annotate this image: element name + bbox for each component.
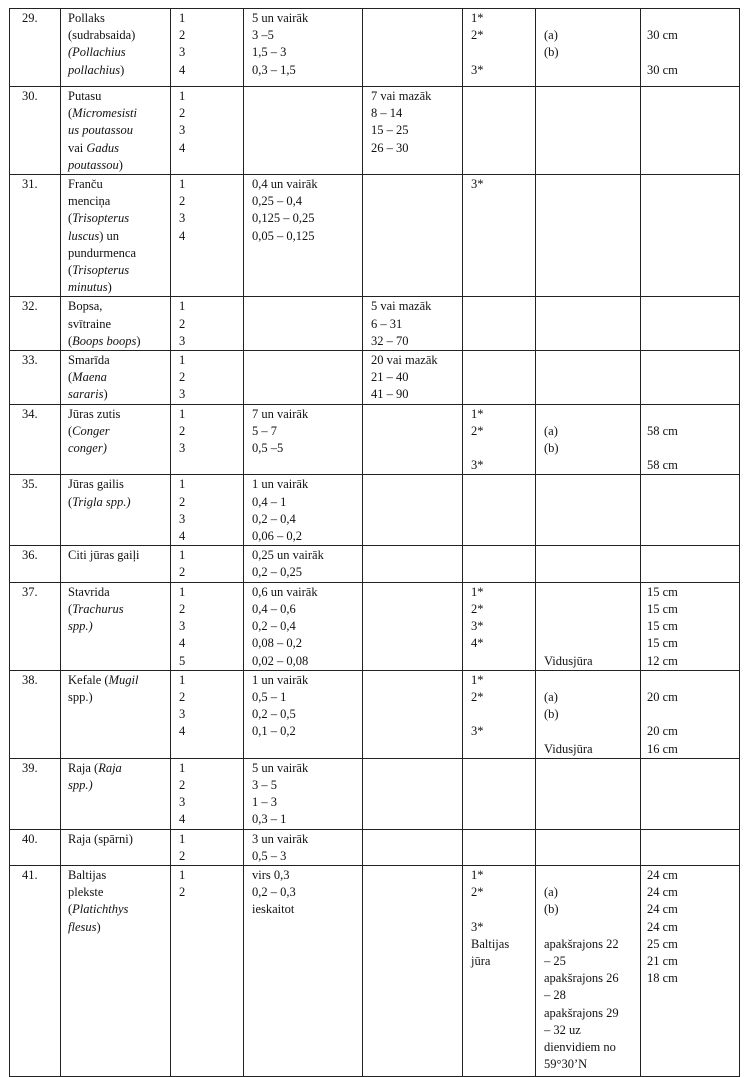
area-note-cell: Vidusjūra (536, 582, 641, 670)
species-name-cell (61, 829, 171, 865)
minimum-size-cell (641, 546, 740, 582)
species-number-cell: 39. (10, 758, 61, 829)
species-number-cell: 38. (10, 670, 61, 758)
species-name-line (68, 760, 166, 777)
weight-range-cell (244, 351, 363, 405)
species-name-segment: plekste (68, 885, 104, 900)
species-name-line (68, 140, 166, 157)
table-row (10, 758, 740, 829)
species-name-line (68, 105, 166, 122)
species-name-line (68, 618, 166, 635)
species-name-line (68, 867, 166, 884)
freshness-category-cell (463, 475, 536, 546)
pieces-per-kg-cell: 7 vai mazāk 8 – 14 15 – 25 26 – 30 (363, 87, 463, 175)
minimum-size-cell (641, 475, 740, 546)
weight-range-cell: 7 un vairāk 5 – 7 0,5 –5 (244, 404, 363, 475)
pieces-per-kg-cell (363, 475, 463, 546)
pieces-per-kg-cell: 20 vai mazāk 21 – 40 41 – 90 (363, 351, 463, 405)
species-name-line (68, 884, 166, 901)
pieces-per-kg-cell: 5 vai mazāk 6 – 31 32 – 70 (363, 297, 463, 351)
species-name-line (68, 672, 166, 689)
species-name-segment: ( (68, 601, 73, 616)
species-name-segment: ) un (99, 228, 120, 243)
freshness-category-cell: 3* (463, 175, 536, 297)
freshness-category-cell (463, 87, 536, 175)
species-name-segment: luscus (68, 228, 100, 243)
species-name-segment: ) (103, 387, 108, 402)
species-name-segment: Trigla spp.) (72, 494, 131, 509)
species-name-line (68, 193, 166, 210)
table-row (10, 87, 740, 175)
species-name-segment: Gadus (86, 140, 120, 155)
species-name-segment: pundurmenca (68, 245, 137, 260)
species-name-segment: conger) (68, 441, 107, 456)
table-row (10, 829, 740, 865)
species-number-cell: 33. (10, 351, 61, 405)
species-name-segment: ( (68, 902, 73, 917)
species-name-segment: sararis (68, 387, 104, 402)
species-name-segment: ) (136, 333, 141, 348)
table-row (10, 175, 740, 297)
species-name-cell (61, 297, 171, 351)
table-row (10, 670, 740, 758)
species-name-line (68, 423, 166, 440)
species-name-segment: Raja ( (68, 760, 99, 775)
species-name-segment: menciņa (68, 194, 111, 209)
size-category-cell: 1 2 (171, 865, 244, 1076)
species-name-segment: Jūras zutis (68, 406, 121, 421)
species-name-line (68, 122, 166, 139)
pieces-per-kg-cell (363, 546, 463, 582)
species-number-cell: 35. (10, 475, 61, 546)
species-name-segment: Platichthys (72, 902, 129, 917)
minimum-size-cell: 24 cm 24 cm 24 cm 24 cm 25 cm 21 cm 18 cm (641, 865, 740, 1076)
species-name-line (68, 157, 166, 174)
species-name-line (68, 440, 166, 457)
species-name-cell (61, 865, 171, 1076)
species-name-segment: Mugil (108, 672, 139, 687)
freshness-category-cell (463, 758, 536, 829)
table-row (10, 546, 740, 582)
species-name-segment: Trachurus (72, 601, 124, 616)
weight-range-cell: 5 un vairāk 3 –5 1,5 – 3 0,3 – 1,5 (244, 9, 363, 87)
weight-range-cell: 1 un vairāk 0,4 – 1 0,2 – 0,4 0,06 – 0,2 (244, 475, 363, 546)
species-number-cell: 29. (10, 9, 61, 87)
species-name-segment: Bopsa, (68, 299, 103, 314)
species-name-segment: poutassou (68, 157, 119, 172)
species-name-line (68, 406, 166, 423)
species-name-cell (61, 175, 171, 297)
minimum-size-cell: 20 cm 20 cm 16 cm (641, 670, 740, 758)
table-row (10, 351, 740, 405)
species-number-cell: 31. (10, 175, 61, 297)
table-row (10, 865, 740, 1076)
species-name-segment: ( (68, 494, 73, 509)
species-name-segment: svītraine (68, 316, 112, 331)
species-name-segment: Baltijas (68, 867, 107, 882)
species-name-segment: vai (68, 140, 87, 155)
table-row (10, 404, 740, 475)
area-note-cell: (a) (b) Vidusjūra (536, 670, 641, 758)
freshness-category-cell: 1* 2* 3* (463, 670, 536, 758)
species-name-line (68, 10, 166, 27)
weight-range-cell: 0,25 un vairāk 0,2 – 0,25 (244, 546, 363, 582)
minimum-size-cell (641, 87, 740, 175)
species-name-segment: Conger (72, 423, 110, 438)
size-category-cell: 1 2 3 4 (171, 87, 244, 175)
weight-range-cell: virs 0,3 0,2 – 0,3 ieskaitot (244, 865, 363, 1076)
pieces-per-kg-cell (363, 582, 463, 670)
size-category-cell: 1 2 3 (171, 297, 244, 351)
species-name-segment: spp.) (68, 777, 93, 792)
freshness-category-cell (463, 829, 536, 865)
species-number-cell: 37. (10, 582, 61, 670)
species-name-cell (61, 351, 171, 405)
weight-range-cell: 1 un vairāk 0,5 – 1 0,2 – 0,5 0,1 – 0,2 (244, 670, 363, 758)
species-name-cell (61, 475, 171, 546)
minimum-size-cell (641, 829, 740, 865)
pieces-per-kg-cell (363, 175, 463, 297)
species-name-segment: Citi jūras gaiļi (68, 548, 140, 563)
species-name-line (68, 919, 166, 936)
species-name-segment: Franču (68, 177, 103, 192)
species-name-line (68, 831, 166, 848)
species-name-segment: pollachius (68, 62, 121, 77)
minimum-size-cell: 58 cm 58 cm (641, 404, 740, 475)
area-note-cell (536, 758, 641, 829)
area-note-cell (536, 175, 641, 297)
species-number-cell: 30. (10, 87, 61, 175)
species-name-segment: Stavrida (68, 584, 110, 599)
minimum-size-cell (641, 758, 740, 829)
species-name-line (68, 689, 166, 706)
species-name-segment: (sudrabsaida) (68, 28, 136, 43)
species-number-cell: 40. (10, 829, 61, 865)
size-category-cell: 1 2 3 4 (171, 9, 244, 87)
area-note-cell: (a) (b) (536, 404, 641, 475)
species-number-cell: 36. (10, 546, 61, 582)
pieces-per-kg-cell (363, 758, 463, 829)
species-name-segment: Boops boops (72, 333, 137, 348)
weight-range-cell (244, 297, 363, 351)
species-name-line (68, 44, 166, 61)
species-name-segment: flesus (68, 919, 97, 934)
species-name-segment: spp.) (68, 619, 93, 634)
size-category-cell: 1 2 3 (171, 404, 244, 475)
species-name-line (68, 176, 166, 193)
minimum-size-cell: 30 cm 30 cm (641, 9, 740, 87)
area-note-cell (536, 87, 641, 175)
species-name-line (68, 584, 166, 601)
size-category-cell: 1 2 (171, 829, 244, 865)
species-name-cell (61, 87, 171, 175)
species-name-line (68, 901, 166, 918)
species-name-segment: minutus (68, 280, 108, 295)
pieces-per-kg-cell (363, 829, 463, 865)
area-note-cell: (a) (b) apakšrajons 22 – 25 apakšrajons 26 – 28 apakšrajons 29 – 32 uz dienvidiem no 59°30’N (536, 865, 641, 1076)
species-name-line (68, 245, 166, 262)
table-row (10, 297, 740, 351)
species-name-segment: ( (68, 263, 73, 278)
species-name-segment: spp.) (68, 689, 93, 704)
species-name-segment: Smarīda (68, 353, 110, 368)
size-category-cell: 1 2 3 (171, 351, 244, 405)
species-name-line (68, 369, 166, 386)
species-name-cell (61, 546, 171, 582)
species-name-segment: Pollaks (68, 11, 105, 25)
species-name-line (68, 547, 166, 564)
table-row (10, 582, 740, 670)
species-name-segment: Jūras gailis (68, 477, 124, 492)
species-number-cell: 41. (10, 865, 61, 1076)
species-name-segment: Trisopterus (72, 211, 130, 226)
freshness-category-cell: 1* 2* 3* (463, 9, 536, 87)
species-name-cell (61, 670, 171, 758)
species-name-cell (61, 9, 171, 87)
area-note-cell (536, 829, 641, 865)
size-category-cell: 1 2 3 4 5 (171, 582, 244, 670)
pieces-per-kg-cell (363, 9, 463, 87)
species-name-segment: ( (68, 333, 73, 348)
table-row (10, 475, 740, 546)
species-name-segment: ) (118, 157, 123, 172)
minimum-size-cell (641, 351, 740, 405)
species-number-cell: 32. (10, 297, 61, 351)
weight-range-cell: 3 un vairāk 0,5 – 3 (244, 829, 363, 865)
species-name-segment: Raja (spārni) (68, 831, 133, 846)
species-name-line (68, 316, 166, 333)
species-name-line (68, 88, 166, 105)
area-note-cell (536, 297, 641, 351)
species-name-line (68, 228, 166, 245)
freshness-category-cell (463, 297, 536, 351)
weight-range-cell: 0,6 un vairāk 0,4 – 0,6 0,2 – 0,4 0,08 – 0,2 0,02 – 0,08 (244, 582, 363, 670)
species-name-segment: ) (107, 280, 112, 295)
species-name-line (68, 62, 166, 79)
area-note-cell: (a) (b) (536, 9, 641, 87)
minimum-size-cell (641, 297, 740, 351)
species-name-line (68, 494, 166, 511)
area-note-cell (536, 351, 641, 405)
species-name-segment: us poutassou (68, 123, 133, 138)
species-name-line (68, 262, 166, 279)
species-name-segment: ( (68, 370, 73, 385)
species-name-cell (61, 404, 171, 475)
fish-grading-table (9, 8, 740, 1077)
area-note-cell (536, 546, 641, 582)
pieces-per-kg-cell (363, 404, 463, 475)
species-name-segment: ( (68, 106, 73, 121)
species-name-segment: ( (68, 423, 73, 438)
species-name-line (68, 279, 166, 296)
species-name-cell (61, 758, 171, 829)
weight-range-cell (244, 87, 363, 175)
freshness-category-cell (463, 546, 536, 582)
species-name-line (68, 27, 166, 44)
pieces-per-kg-cell (363, 670, 463, 758)
species-name-segment: Kefale ( (68, 672, 109, 687)
species-number-cell: 34. (10, 404, 61, 475)
species-name-line (68, 210, 166, 227)
size-category-cell: 1 2 3 4 (171, 758, 244, 829)
size-category-cell: 1 2 3 4 (171, 175, 244, 297)
species-name-segment: ( (68, 211, 73, 226)
weight-range-cell: 0,4 un vairāk 0,25 – 0,4 0,125 – 0,25 0,05 – 0,125 (244, 175, 363, 297)
table-body (10, 9, 740, 1077)
freshness-category-cell: 1* 2* 3* 4* (463, 582, 536, 670)
species-name-segment: Micromesisti (72, 106, 137, 121)
species-name-cell (61, 582, 171, 670)
species-name-line (68, 352, 166, 369)
minimum-size-cell: 15 cm 15 cm 15 cm 15 cm 12 cm (641, 582, 740, 670)
species-name-segment: ) (96, 919, 101, 934)
minimum-size-cell (641, 175, 740, 297)
species-name-segment: Putasu (68, 89, 102, 103)
table-row (10, 9, 740, 87)
species-name-segment: Maena (72, 370, 107, 385)
species-name-line (68, 333, 166, 350)
freshness-category-cell: 1* 2* 3* (463, 404, 536, 475)
freshness-category-cell (463, 351, 536, 405)
species-name-line (68, 386, 166, 403)
area-note-cell (536, 475, 641, 546)
pieces-per-kg-cell (363, 865, 463, 1076)
species-name-segment: ) (120, 62, 125, 77)
species-name-line (68, 298, 166, 315)
species-name-segment: (Pollachius (68, 45, 126, 60)
species-name-line (68, 601, 166, 618)
species-name-line (68, 777, 166, 794)
size-category-cell: 1 2 3 4 (171, 670, 244, 758)
size-category-cell: 1 2 3 4 (171, 475, 244, 546)
species-name-line (68, 476, 166, 493)
size-category-cell: 1 2 (171, 546, 244, 582)
species-name-segment: Raja (98, 760, 122, 775)
species-name-segment: Trisopterus (72, 263, 130, 278)
freshness-category-cell: 1* 2* 3* Baltijas jūra (463, 865, 536, 1076)
weight-range-cell: 5 un vairāk 3 – 5 1 – 3 0,3 – 1 (244, 758, 363, 829)
